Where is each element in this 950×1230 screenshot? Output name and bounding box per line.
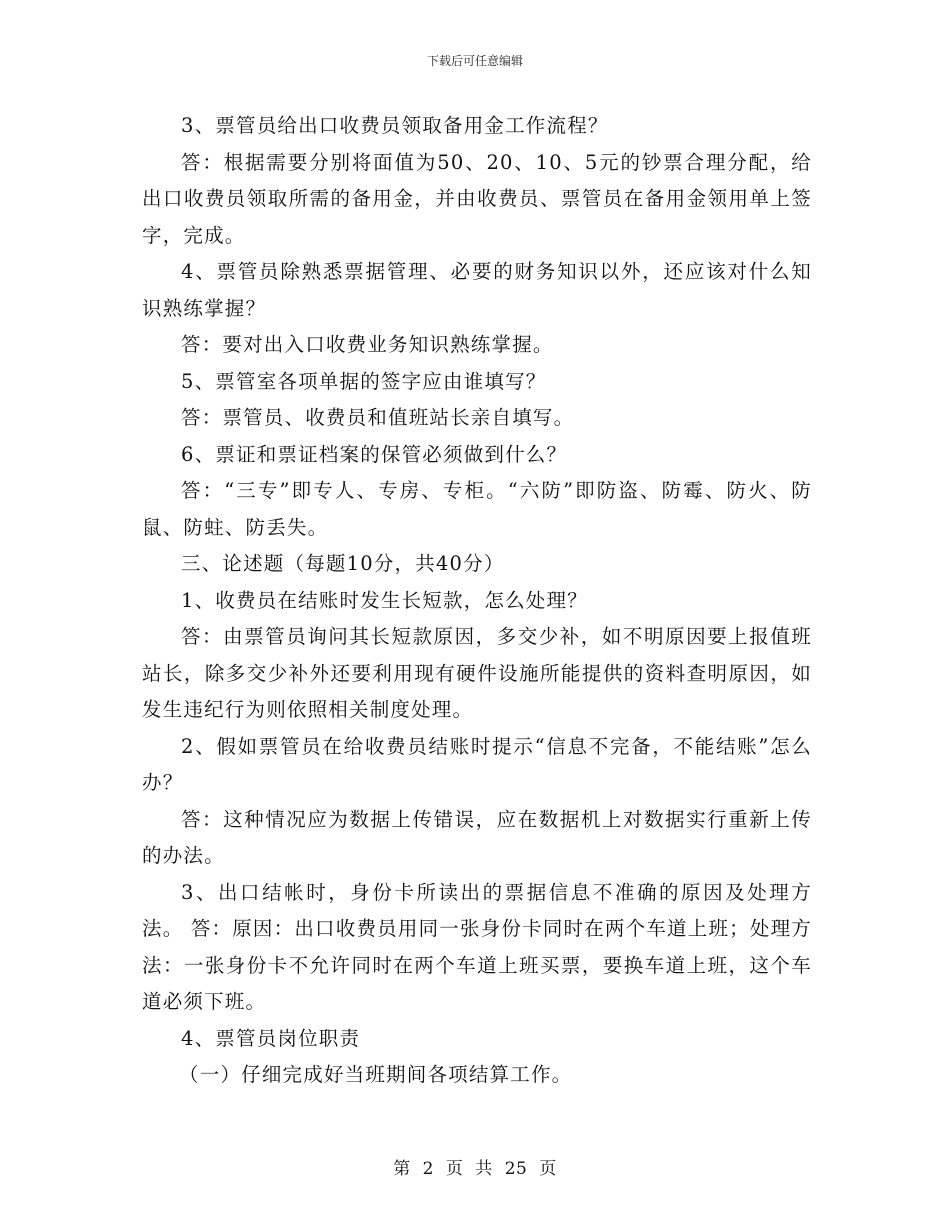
- footer-total-word: 共: [475, 1159, 493, 1179]
- answer-6: 答：“三专”即专人、专房、专柜。“六防”即防盗、防霉、防火、防鼠、防蛀、防丢失。: [142, 479, 812, 539]
- question-5: 5、票管室各项单据的签字应由谁填写？: [181, 369, 547, 393]
- essay-question-3: 3、出口结帐时，身份卡所读出的票据信息不准确的原因及处理方法。 答：原因：出口收费员用同一张身份卡同时在两个车道上班；处理方法：一张身份卡不允许同时在两个车道上班买票，要换车道上班，这个车道必须下班。: [142, 880, 812, 1013]
- footer-prefix: 第: [393, 1159, 411, 1179]
- answer-3: 答：根据需要分别将面值为50、20、10、5元的钞票合理分配，给出口收费员领取所需的备用金，并由收费员、票管员在备用金领用单上签字，完成。: [142, 150, 812, 247]
- page-footer: [0, 1154, 950, 1179]
- essay-question-1: 1、收费员在结账时发生长短款，怎么处理？: [181, 588, 588, 612]
- duty-item-1: （一）仔细完成好当班期间各项结算工作。: [179, 1063, 573, 1086]
- essay-answer-2: 答：这种情况应为数据上传错误，应在数据机上对数据实行重新上传的办法。: [142, 807, 812, 867]
- essay-question-4: 4、票管员岗位职责: [181, 1026, 361, 1050]
- document-body: [142, 108, 812, 1094]
- section-heading: 三、论述题（每题10分，共40分）: [181, 552, 505, 575]
- current-page-number: 2: [422, 1159, 434, 1179]
- answer-4: 答：要对出入口收费业务知识熟练掌握。: [181, 333, 554, 356]
- essay-answer-1: 答：由票管员询问其长短款原因，多交少补，如不明原因要上报值班站长，除多交少补外还要利用现有硬件设施所能提供的资料查明原因，如发生违纪行为则依照相关制度处理。: [142, 625, 812, 721]
- question-4: 4、票管员除熟悉票据管理、必要的财务知识以外，还应该对什么知识熟练掌握？: [142, 260, 812, 320]
- footer-page-word: 页: [445, 1159, 464, 1179]
- answer-5: 答：票管员、收费员和值班站长亲自填写。: [181, 406, 575, 429]
- total-page-number: 25: [504, 1159, 528, 1179]
- question-6: 6、票证和票证档案的保管必须做到什么？: [181, 442, 568, 466]
- footer-suffix: 页: [539, 1159, 557, 1179]
- page-header: 下载后可任意编辑: [426, 54, 523, 68]
- question-3: 3、票管员给出口收费员领取备用金工作流程？: [181, 114, 609, 137]
- essay-question-2: 2、假如票管员在给收费员结账时提示“信息不完备，不能结账”怎么办？: [142, 734, 812, 794]
